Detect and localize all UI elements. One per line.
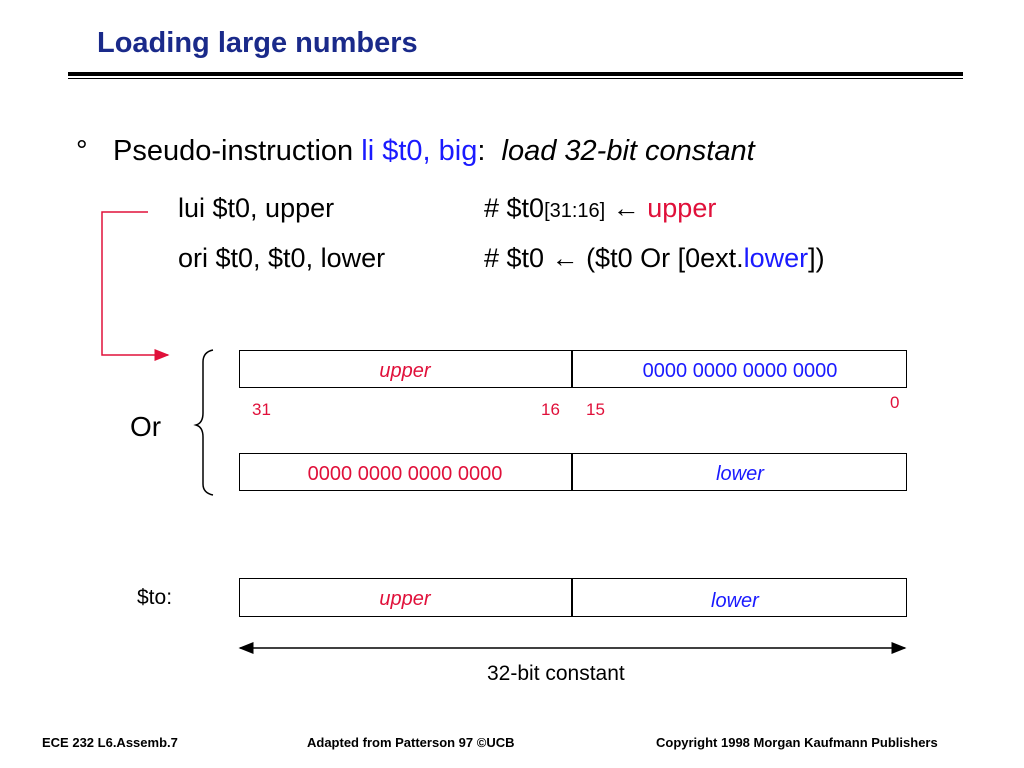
result-label: $to: xyxy=(137,586,173,609)
row2-lower: lower xyxy=(716,463,764,485)
bit-15: 15 xyxy=(586,400,605,419)
bit-31: 31 xyxy=(252,400,271,419)
or-brace xyxy=(196,350,213,495)
footer-left: ECE 232 L6.Assemb.7 xyxy=(42,735,178,750)
bullet-li: li xyxy=(361,135,375,167)
ori-instruction: ori $t0, $t0, lower xyxy=(178,243,386,273)
ori-close: ]) xyxy=(808,243,825,273)
bit-16: 16 xyxy=(541,400,560,419)
lui-instruction: lui $t0, upper xyxy=(178,193,335,223)
page-title: Loading large numbers xyxy=(97,27,418,59)
ori-arrow: ← xyxy=(551,243,579,273)
bullet-desc: load 32-bit constant xyxy=(501,135,755,167)
row1-upper: upper xyxy=(379,360,431,382)
bullet-colon: : xyxy=(477,135,486,167)
ori-lower: lower xyxy=(743,243,809,273)
row3-lower: lower xyxy=(711,590,759,612)
or-label: Or xyxy=(130,411,162,442)
row1-zeros: 0000 0000 0000 0000 xyxy=(642,360,838,382)
lui-target: upper xyxy=(647,193,717,223)
bit-0: 0 xyxy=(890,393,900,412)
bullet-operands: $t0, big xyxy=(382,135,478,167)
red-connector-arrow xyxy=(102,212,168,355)
lui-comment-prefix: # $t0 xyxy=(484,193,545,223)
row2-zeros: 0000 0000 0000 0000 xyxy=(307,463,503,485)
ori-comment-mid: ($t0 Or [0ext. xyxy=(578,243,744,273)
bullet-prefix: Pseudo-instruction xyxy=(113,135,362,167)
span-label: 32-bit constant xyxy=(487,662,625,685)
row3-upper: upper xyxy=(379,588,431,610)
footer-center: Adapted from Patterson 97 ©UCB xyxy=(307,735,515,750)
bullet-symbol: ° xyxy=(76,135,88,167)
lui-arrow: ← xyxy=(612,193,640,223)
footer-right: Copyright 1998 Morgan Kaufmann Publishers xyxy=(656,735,938,750)
lui-range: [31:16] xyxy=(544,200,606,222)
ori-comment-prefix: # $t0 xyxy=(484,243,552,273)
